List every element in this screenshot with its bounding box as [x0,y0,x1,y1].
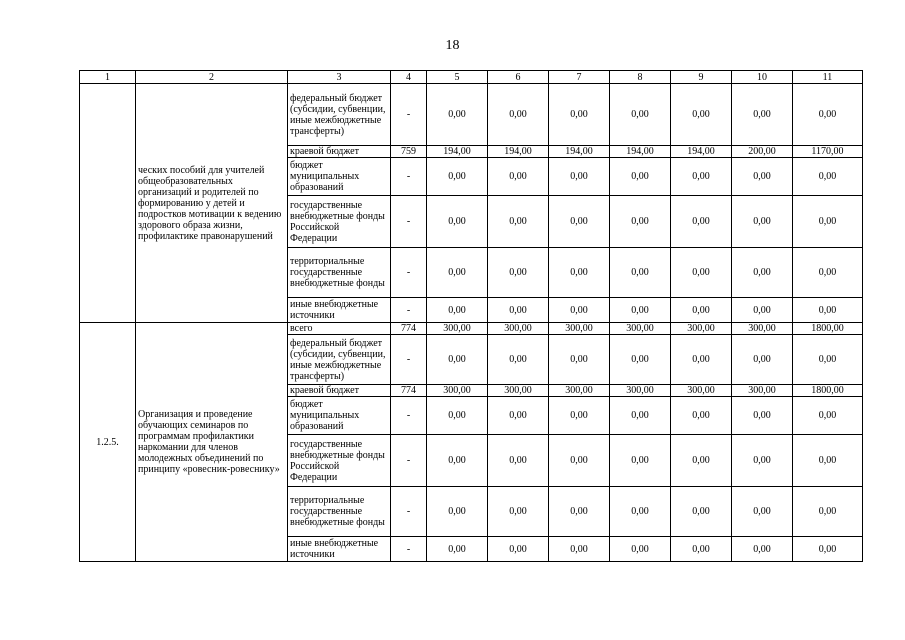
amount-cell: 0,00 [671,298,732,323]
funding-source: иные внебюджетные источники [288,298,391,323]
amount-total: 1800,00 [793,385,863,397]
column-header: 1 [80,71,136,84]
budget-code: - [391,435,427,487]
budget-code: - [391,84,427,146]
funding-source: государственные внебюджетные фонды Российской Федерации [288,435,391,487]
column-header: 6 [488,71,549,84]
column-header: 2 [136,71,288,84]
amount-cell: 0,00 [549,158,610,196]
table-row [80,84,863,146]
column-header: 5 [427,71,488,84]
budget-code: - [391,397,427,435]
column-header: 10 [732,71,793,84]
amount-total: 0,00 [793,298,863,323]
amount-cell: 300,00 [427,385,488,397]
table-row [80,323,863,335]
amount-total: 0,00 [793,537,863,562]
amount-cell: 0,00 [732,487,793,537]
budget-code: - [391,298,427,323]
amount-total: 0,00 [793,397,863,435]
amount-cell: 0,00 [427,248,488,298]
budget-code: - [391,335,427,385]
budget-code: 774 [391,323,427,335]
amount-cell: 0,00 [732,537,793,562]
amount-total: 0,00 [793,158,863,196]
amount-cell: 0,00 [732,248,793,298]
amount-cell: 0,00 [732,397,793,435]
amount-cell: 0,00 [671,397,732,435]
amount-cell: 0,00 [488,397,549,435]
amount-cell: 194,00 [427,146,488,158]
amount-cell: 0,00 [427,435,488,487]
amount-total: 0,00 [793,487,863,537]
amount-cell: 0,00 [488,248,549,298]
amount-cell: 300,00 [610,385,671,397]
funding-source: территориальные государственные внебюджетные фонды [288,487,391,537]
table-body [80,84,863,562]
amount-cell: 0,00 [427,487,488,537]
budget-code: - [391,537,427,562]
column-header: 4 [391,71,427,84]
amount-total: 0,00 [793,196,863,248]
amount-cell: 0,00 [427,397,488,435]
amount-cell: 0,00 [610,335,671,385]
column-header: 11 [793,71,863,84]
amount-cell: 194,00 [549,146,610,158]
column-header: 7 [549,71,610,84]
amount-cell: 0,00 [427,298,488,323]
amount-cell: 300,00 [488,323,549,335]
amount-cell: 300,00 [427,323,488,335]
funding-source: бюджет муниципальных образований [288,397,391,435]
amount-total: 1170,00 [793,146,863,158]
amount-cell: 0,00 [610,537,671,562]
funding-source: государственные внебюджетные фонды Российской Федерации [288,196,391,248]
amount-cell: 0,00 [732,196,793,248]
amount-cell: 300,00 [549,323,610,335]
amount-cell: 0,00 [610,298,671,323]
column-header: 9 [671,71,732,84]
amount-cell: 0,00 [488,335,549,385]
funding-source: бюджет муниципальных образований [288,158,391,196]
amount-cell: 0,00 [549,397,610,435]
amount-cell: 0,00 [671,84,732,146]
amount-cell: 0,00 [549,487,610,537]
amount-cell: 0,00 [488,487,549,537]
amount-cell: 0,00 [732,84,793,146]
funding-source: федеральный бюджет (субсидии, субвенции, иные межбюджетные трансферты) [288,84,391,146]
amount-cell: 0,00 [732,298,793,323]
amount-cell: 0,00 [671,335,732,385]
amount-total: 0,00 [793,84,863,146]
budget-code: - [391,248,427,298]
amount-cell: 300,00 [488,385,549,397]
budget-code: - [391,487,427,537]
amount-cell: 300,00 [732,385,793,397]
budget-code: 774 [391,385,427,397]
amount-cell: 0,00 [549,248,610,298]
item-description: Организация и проведение обучающих семинаров по программам профилактики наркомании для членов молодежных объединений по принципу «ровесник-ровеснику» [136,323,288,562]
amount-cell: 0,00 [488,84,549,146]
amount-cell: 0,00 [671,435,732,487]
amount-cell: 0,00 [671,158,732,196]
amount-cell: 300,00 [549,385,610,397]
amount-cell: 194,00 [671,146,732,158]
funding-source: федеральный бюджет (субсидии, субвенции, иные межбюджетные трансферты) [288,335,391,385]
funding-source: территориальные государственные внебюджетные фонды [288,248,391,298]
amount-cell: 0,00 [549,84,610,146]
column-header: 3 [288,71,391,84]
amount-cell: 0,00 [488,196,549,248]
funding-source: краевой бюджет [288,385,391,397]
funding-source: краевой бюджет [288,146,391,158]
amount-cell: 0,00 [732,435,793,487]
amount-cell: 0,00 [610,248,671,298]
amount-cell: 0,00 [549,435,610,487]
amount-total: 0,00 [793,248,863,298]
amount-cell: 0,00 [549,196,610,248]
item-description: ческих пособий для учителей общеобразовательных организаций и родителей по формированию у детей и подростков мотивации к ведению здорового образа жизни, профилактике правонарушений [136,84,288,323]
amount-cell: 0,00 [671,196,732,248]
amount-total: 1800,00 [793,323,863,335]
amount-cell: 0,00 [549,335,610,385]
amount-cell: 0,00 [488,435,549,487]
amount-cell: 300,00 [732,323,793,335]
amount-cell: 0,00 [610,435,671,487]
amount-total: 0,00 [793,435,863,487]
amount-cell: 0,00 [488,298,549,323]
amount-cell: 0,00 [549,298,610,323]
item-number [80,84,136,323]
budget-table [79,70,863,562]
amount-cell: 0,00 [671,487,732,537]
amount-cell: 0,00 [610,397,671,435]
item-number: 1.2.5. [80,323,136,562]
amount-cell: 0,00 [549,537,610,562]
column-number-row [80,71,863,84]
amount-cell: 0,00 [427,158,488,196]
page-number: 18 [445,38,460,53]
amount-cell: 194,00 [488,146,549,158]
amount-cell: 300,00 [671,385,732,397]
amount-cell: 0,00 [732,158,793,196]
amount-cell: 0,00 [488,537,549,562]
amount-cell: 200,00 [732,146,793,158]
amount-cell: 0,00 [671,537,732,562]
amount-cell: 0,00 [610,158,671,196]
amount-cell: 300,00 [671,323,732,335]
amount-cell: 300,00 [610,323,671,335]
amount-cell: 0,00 [610,196,671,248]
amount-cell: 0,00 [671,248,732,298]
funding-source: всего [288,323,391,335]
amount-cell: 0,00 [732,335,793,385]
funding-source: иные внебюджетные источники [288,537,391,562]
amount-cell: 0,00 [610,84,671,146]
amount-cell: 194,00 [610,146,671,158]
column-header: 8 [610,71,671,84]
budget-code: - [391,158,427,196]
budget-code: - [391,196,427,248]
amount-cell: 0,00 [427,196,488,248]
budget-code: 759 [391,146,427,158]
amount-total: 0,00 [793,335,863,385]
amount-cell: 0,00 [610,487,671,537]
amount-cell: 0,00 [427,335,488,385]
amount-cell: 0,00 [488,158,549,196]
amount-cell: 0,00 [427,84,488,146]
amount-cell: 0,00 [427,537,488,562]
